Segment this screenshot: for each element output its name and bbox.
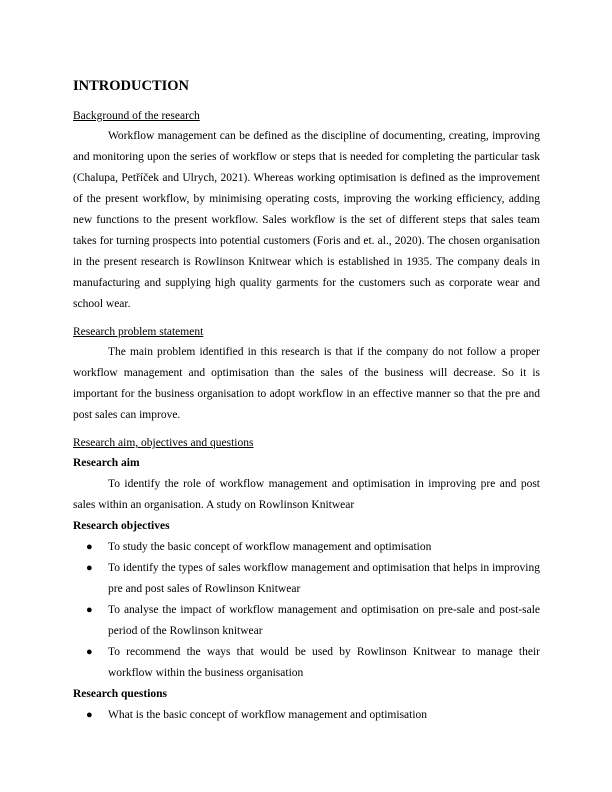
objectives-heading: Research objectives: [73, 520, 170, 532]
problem-heading: Research problem statement: [73, 326, 204, 338]
page-content: [73, 74, 540, 726]
bullet-icon: ●: [86, 562, 93, 574]
objective-text: To recommend the ways that would be used by Rowlinson Knitwear to manage their workflow within the business organisation: [108, 646, 540, 679]
aim-paragraph: To identify the role of workflow management and optimisation in improving pre and post sales within an organisation. A study on Rowlinson Knitwear: [73, 478, 540, 511]
background-paragraph: Workflow management can be defined as the discipline of documenting, creating, improving and monitoring upon the series of workflow or steps that is needed for completing the particular task (Chalupa, Petříček and Ulrych, 2021). Whereas working optimisation is defined as the improvement of the present workflow, by minimising operating costs, improving the working efficiency, adding new functions to the present workflow. Sales workflow is the set of different steps that sales team takes for turning prospects into potential customers (Foris and et. al., 2020). The chosen organisation in the present research is Rowlinson Knitwear which is established in 1935. The company deals in manufacturing and supplying high quality garments for the customers such as corporate wear and school wear.: [73, 130, 540, 310]
list-item: [73, 642, 540, 684]
bullet-icon: ●: [86, 541, 93, 553]
questions-list: [73, 705, 540, 726]
problem-paragraph: The main problem identified in this research is that if the company do not follow a proper workflow management and optimisation than the sales of the business will decrease. So it is important for the business organisation to adopt workflow in an effective manner so that the pre and post sales can improve.: [73, 346, 540, 421]
aim-section-heading: Research aim, objectives and questions: [73, 437, 254, 449]
objective-text: To analyse the impact of workflow management and optimisation on pre-sale and post-sale period of the Rowlinson knitwear: [108, 604, 540, 637]
question-text: What is the basic concept of workflow management and optimisation: [108, 709, 428, 721]
bullet-icon: ●: [86, 709, 93, 721]
list-item: [73, 558, 540, 600]
list-item: [73, 705, 540, 726]
objective-text: To study the basic concept of workflow management and optimisation: [108, 541, 432, 553]
list-item: [73, 600, 540, 642]
objective-text: To identify the types of sales workflow management and optimisation that helps in improving pre and post sales of Rowlinson Knitwear: [108, 562, 540, 595]
questions-heading: Research questions: [73, 688, 168, 700]
background-heading: Background of the research: [73, 110, 200, 122]
bullet-icon: ●: [86, 646, 93, 658]
bullet-icon: ●: [86, 604, 93, 616]
list-item: [73, 537, 540, 558]
aim-heading: Research aim: [73, 457, 140, 469]
aim-section: [73, 433, 540, 726]
objectives-list: [73, 537, 540, 684]
problem-section: [73, 322, 540, 426]
page-title: INTRODUCTION: [73, 78, 190, 94]
